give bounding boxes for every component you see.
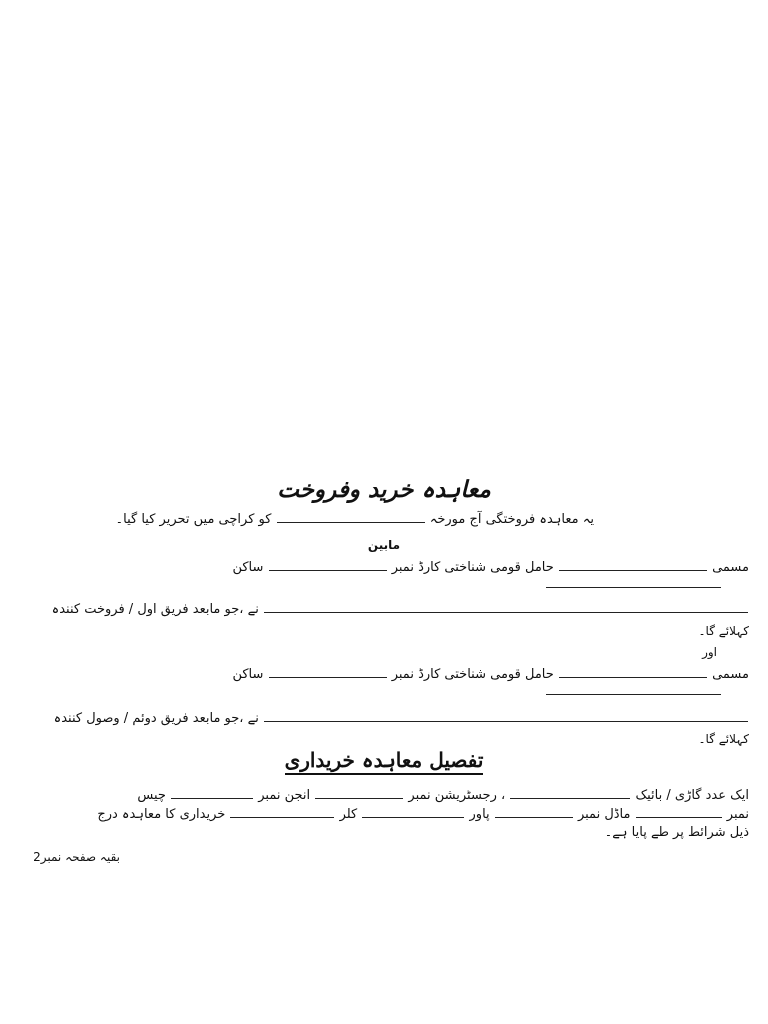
agreement-title: معاہدہ خرید وفروخت xyxy=(277,476,491,503)
party1-role-line xyxy=(0,600,749,619)
intro-line xyxy=(0,510,594,529)
party2-name-label: مسمی xyxy=(712,667,749,682)
details-heading-text: تفصیل معاہدہ خریداری xyxy=(285,748,484,775)
color-blank[interactable] xyxy=(230,805,334,818)
party1-cnic-blank[interactable] xyxy=(269,558,387,571)
model-blank[interactable] xyxy=(495,805,573,818)
party2-role-line xyxy=(0,709,749,728)
and-label: اور xyxy=(702,645,717,659)
party2-called: کہلائے گا۔ xyxy=(698,732,749,746)
party2-line xyxy=(0,665,749,684)
party2-cnic-label: حامل قومی شناختی کارڈ نمبر xyxy=(391,667,554,682)
power-label: پاور xyxy=(469,807,490,822)
party1-extra-blank[interactable] xyxy=(264,600,748,613)
intro-text-start: یہ معاہدہ فروختگی آج مورخہ xyxy=(429,512,594,527)
vehicle-line-2 xyxy=(0,805,749,824)
registration-blank[interactable] xyxy=(315,786,403,799)
party1-name-blank[interactable] xyxy=(559,558,707,571)
party1-resident-label: ساکن xyxy=(232,560,264,575)
party2-extra-blank[interactable] xyxy=(264,709,748,722)
party1-line xyxy=(0,558,749,577)
vehicle-type-blank[interactable] xyxy=(510,786,630,799)
party1-cnic-label: حامل قومی شناختی کارڈ نمبر xyxy=(391,560,554,575)
continued-page-note: بقیہ صفحہ نمبر2 xyxy=(33,850,120,864)
chassis-label: چیس xyxy=(137,788,166,803)
vehicle-label: ایک عدد گاڑی / بائیک xyxy=(635,788,749,803)
vehicle-line-1 xyxy=(0,786,749,805)
party2-resident-label: ساکن xyxy=(232,667,264,682)
party1-called: کہلائے گا۔ xyxy=(698,624,749,638)
vehicle-line-3: ذیل شرائط پر طے پایا ہے۔ xyxy=(604,825,749,840)
intro-text-end: کو کراچی میں تحریر کیا گیا۔ xyxy=(115,512,272,527)
color-label: کلر xyxy=(339,807,358,822)
party2-role-text: نے ،جو مابعد فریق دوئم / وصول کنندہ xyxy=(53,711,259,726)
power-blank[interactable] xyxy=(362,805,464,818)
party2-name-blank[interactable] xyxy=(559,665,707,678)
party1-role-text: نے ،جو مابعد فریق اول / فروخت کنندہ xyxy=(51,602,259,617)
date-blank[interactable] xyxy=(277,510,425,523)
purchase-text: خریداری کا معاہدہ درج xyxy=(97,807,226,822)
engine-blank[interactable] xyxy=(171,786,253,799)
party1-address-blank[interactable] xyxy=(546,587,721,588)
party2-cnic-blank[interactable] xyxy=(269,665,387,678)
details-heading xyxy=(0,748,768,772)
between-label: مابین xyxy=(367,538,401,552)
registration-label: ، رجسٹریشن نمبر xyxy=(408,788,506,803)
party2-address-blank[interactable] xyxy=(546,694,721,695)
engine-label: انجن نمبر xyxy=(258,788,311,803)
model-label: ماڈل نمبر xyxy=(577,807,631,822)
party1-name-label: مسمی xyxy=(712,560,749,575)
number-label: نمبر xyxy=(726,807,749,822)
chassis-number-blank[interactable] xyxy=(636,805,722,818)
